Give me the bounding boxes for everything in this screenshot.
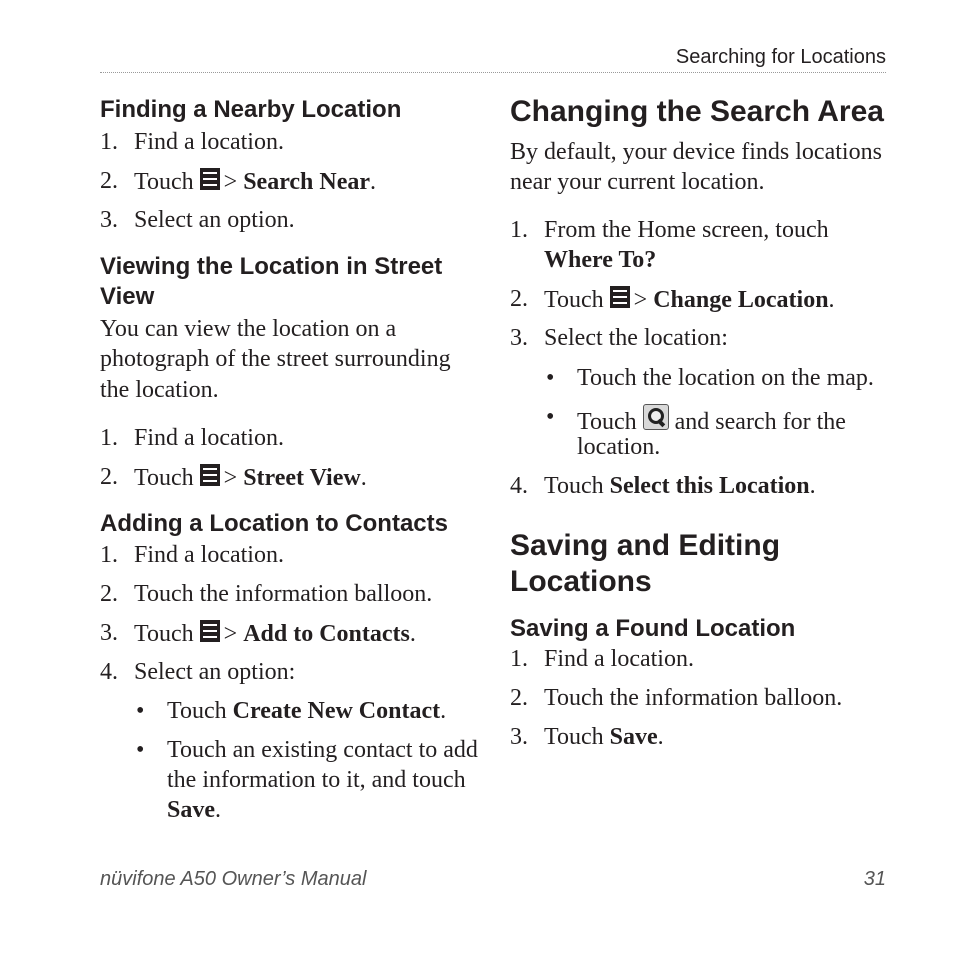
step-text: Touch > Street View. [134, 465, 367, 491]
paragraph: You can view the location on a [100, 316, 397, 342]
menu-icon [200, 464, 220, 486]
step-number: 2. [100, 464, 118, 490]
step-text: Find a location. [134, 425, 284, 451]
heading-changing-search-area: Changing the Search Area [510, 95, 884, 128]
step-number: 3. [100, 207, 118, 233]
step-text: Select the location: [544, 325, 728, 351]
bullet-marker: • [546, 365, 555, 391]
heading-finding-nearby: Finding a Nearby Location [100, 96, 402, 123]
bullet-text: location. [577, 434, 661, 460]
step-text: From the Home screen, touch [544, 217, 829, 243]
step-text: Find a location. [134, 129, 284, 155]
step-number: 2. [510, 685, 528, 711]
bullet-text: Touch an existing contact to add [167, 737, 478, 763]
heading-street-view: Viewing the Location in Street [100, 253, 443, 280]
step-text: Select an option: [134, 659, 296, 685]
step-text: Touch the information balloon. [544, 685, 843, 711]
step-number: 2. [100, 168, 118, 194]
bullet-text: Save. [167, 797, 221, 823]
menu-icon [200, 620, 220, 642]
step-number: 2. [510, 286, 528, 312]
step-text: Find a location. [134, 542, 284, 568]
step-text: Find a location. [544, 646, 694, 672]
step-number: 1. [510, 217, 528, 243]
step-text: Touch > Change Location. [544, 287, 835, 313]
bullet-marker: • [136, 737, 145, 763]
bullet-text: Touch Create New Contact. [167, 698, 447, 724]
heading-saving-editing: Locations [510, 565, 652, 598]
step-number: 1. [100, 542, 118, 568]
paragraph: the location. [100, 377, 219, 403]
heading-saving-found: Saving a Found Location [510, 615, 796, 642]
bullet-marker: • [546, 404, 555, 430]
step-text: Where To? [544, 247, 657, 273]
step-number: 4. [100, 659, 118, 685]
step-text: Touch > Search Near. [134, 169, 377, 195]
bullet-marker: • [136, 698, 145, 724]
footer-manual-title: nüvifone A50 Owner’s Manual [100, 868, 367, 890]
menu-icon [200, 168, 220, 190]
paragraph: By default, your device finds locations [510, 139, 882, 165]
step-number: 3. [510, 724, 528, 750]
step-number: 1. [100, 129, 118, 155]
search-icon [643, 404, 669, 430]
menu-icon [610, 286, 630, 308]
step-text: Select an option. [134, 207, 295, 233]
bullet-text: Touch and search for the [577, 404, 846, 436]
paragraph: near your current location. [510, 169, 765, 195]
heading-street-view: View [100, 283, 155, 310]
paragraph: photograph of the street surrounding [100, 346, 451, 372]
step-number: 1. [510, 646, 528, 672]
step-number: 3. [100, 620, 118, 646]
heading-add-contacts: Adding a Location to Contacts [100, 510, 448, 537]
header-divider [100, 72, 886, 73]
bullet-text: Touch the location on the map. [577, 365, 874, 391]
step-number: 2. [100, 581, 118, 607]
step-number: 4. [510, 473, 528, 499]
step-text: Touch Select this Location. [544, 473, 816, 499]
step-number: 3. [510, 325, 528, 351]
running-header: Searching for Locations [675, 46, 886, 68]
step-text: Touch the information balloon. [134, 581, 433, 607]
step-number: 1. [100, 425, 118, 451]
bullet-text: the information to it, and touch [167, 767, 466, 793]
step-text: Touch Save. [544, 724, 664, 750]
page-number: 31 [863, 868, 886, 890]
step-text: Touch > Add to Contacts. [134, 621, 416, 647]
heading-saving-editing: Saving and Editing [510, 529, 781, 562]
